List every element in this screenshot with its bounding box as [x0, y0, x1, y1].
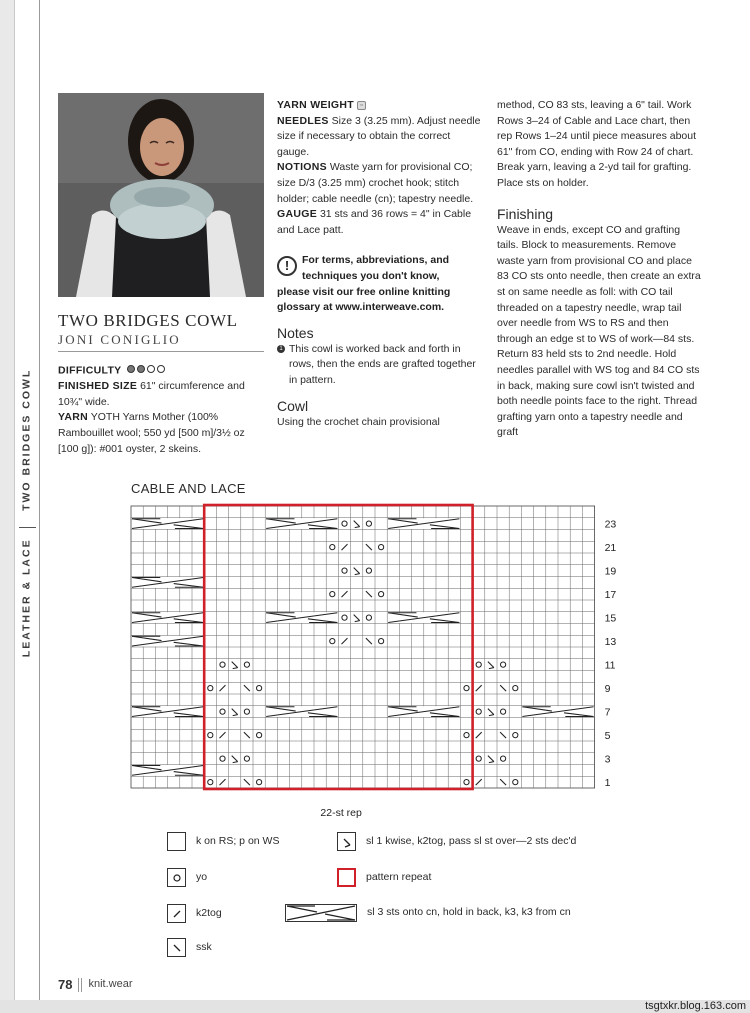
chart-row-label: 9	[604, 683, 611, 696]
yo-symbol	[220, 709, 225, 714]
yo-symbol	[330, 545, 335, 550]
specs-column-3	[497, 98, 703, 441]
yo-symbol	[513, 686, 518, 691]
yo-symbol	[379, 639, 384, 644]
yo-symbol	[220, 756, 225, 761]
yo-symbol	[342, 568, 347, 573]
needles-label: NEEDLES	[277, 114, 329, 127]
gauge-text: 31 sts and 36 rows = 4" in Cable and Lace patt.	[277, 208, 472, 236]
yo-symbol	[244, 662, 249, 667]
pattern-title: TWO BRIDGES COWL	[58, 311, 238, 330]
page-number: 78	[58, 977, 73, 992]
yo-symbol	[330, 639, 335, 644]
legend-pattern-repeat-text: pattern repeat	[366, 870, 432, 883]
notions-line	[277, 160, 483, 207]
side-tab-divider	[19, 527, 36, 528]
side-rule	[39, 0, 40, 1000]
yo-symbol	[208, 780, 213, 785]
difficulty-dot-empty	[147, 365, 155, 373]
legend-sl1-k2tog-psso-text: sl 1 kwise, k2tog, pass sl st over—2 sts dec'd	[366, 834, 577, 847]
yo-symbol	[464, 733, 469, 738]
difficulty-rating-icon	[127, 363, 167, 379]
notes-heading: Notes	[277, 324, 314, 341]
chart-row-label: 17	[604, 589, 617, 602]
yo-circle-icon	[167, 868, 186, 887]
yo-symbol	[476, 709, 481, 714]
cable-3-3-icon	[285, 904, 357, 922]
finishing-text: Weave in ends, except CO and grafting tails. Block to measurements. Remove waste yarn from provisional CO and place 83 CO sts onto needle, then create an extra st on same needle as foll: with CO tail threaded on a tapestry needle, wrap tail over needle from WS to RS and then through an edge st to WS of work—84 sts. Return 83 held sts to 2nd needle. Hold needles parallel with WS tog and 84 CO sts in back, making sure cowl isn't twisted and both needle points face to the right. Thread grafting yarn onto a tapestry needle and graft	[497, 223, 701, 439]
legend-sl1-k2tog-psso	[337, 832, 576, 851]
finished-size-label: FINISHED SIZE	[58, 380, 138, 393]
page-footer	[58, 977, 133, 993]
chart-row-label: 1	[604, 777, 611, 790]
chart-row-label: 21	[604, 542, 617, 555]
left-side-bar	[0, 0, 40, 1000]
needles-line	[277, 114, 483, 161]
chart-row-label: 23	[604, 518, 617, 531]
yo-symbol	[379, 592, 384, 597]
cowl-heading: Cowl	[277, 397, 309, 414]
finishing-heading: Finishing	[497, 205, 554, 222]
legend-ssk-text: ssk	[196, 940, 212, 953]
side-tab-pattern-name	[16, 360, 38, 520]
yarn-weight-label: YARN WEIGHT	[277, 99, 354, 111]
chart-row-label: 19	[604, 565, 617, 578]
yo-symbol	[257, 686, 262, 691]
title-divider	[58, 351, 264, 352]
yo-symbol	[366, 521, 371, 526]
yo-symbol	[257, 733, 262, 738]
yo-symbol	[501, 709, 506, 714]
difficulty-dot-empty	[157, 365, 165, 373]
yo-symbol	[379, 545, 384, 550]
sl1-k2tog-psso-icon	[337, 832, 356, 851]
yo-symbol	[501, 662, 506, 667]
yo-symbol	[342, 521, 347, 526]
finished-size-text: 61" circumference and 10¾" wide.	[58, 380, 245, 408]
difficulty-dot-filled	[127, 365, 135, 373]
yo-symbol	[342, 615, 347, 620]
side-tab-bottom-text: LEATHER & LACE	[20, 538, 33, 657]
legend-knit	[167, 832, 279, 851]
legend-cable-text: sl 3 sts onto cn, hold in back, k3, k3 from cn	[367, 906, 571, 919]
legend-k2tog-text: k2tog	[196, 906, 222, 919]
gauge-line	[277, 207, 483, 238]
yo-symbol	[464, 686, 469, 691]
ssk-backslash-icon	[167, 938, 186, 957]
yo-symbol	[257, 780, 262, 785]
yo-symbol	[244, 756, 249, 761]
cowl-text-continued: method, CO 83 sts, leaving a 6" tail. Work Rows 3–24 of Cable and Lace chart, then rep Rows 1–24 until piece measures about 61" from CO, ending with Row 24 of chart. Break yarn, leaving a 2-yd tail for grafting. Place sts on holder.	[497, 99, 697, 189]
legend-cable	[285, 904, 571, 922]
tip-text-1: For terms, abbreviations, and techniques you don't know,	[302, 254, 450, 282]
designer-name: JONI CONIGLIO	[58, 332, 181, 347]
needles-text: Size 3 (3.25 mm). Adjust needle size if necessary to obtain the correct gauge.	[277, 114, 481, 158]
gauge-label: GAUGE	[277, 208, 318, 221]
glossary-tip	[277, 253, 483, 315]
cable-and-lace-chart	[125, 498, 645, 828]
exclamation-icon: !	[277, 256, 297, 276]
yo-symbol	[513, 780, 518, 785]
yo-symbol	[330, 592, 335, 597]
chart-row-label: 3	[604, 753, 611, 766]
watermark-bar	[0, 1000, 750, 1013]
publication-name: knit.wear	[88, 978, 133, 990]
note-bullet-icon: 1	[277, 345, 285, 353]
side-tab-section-name	[16, 535, 38, 660]
yarn-weight-icon: ▫	[357, 101, 366, 110]
yarn-text: YOTH Yarns Mother (100% Rambouillet wool; 550 yd [500 m]/3½ oz [100 g]): #001 oyster, 2 skeins.	[58, 411, 245, 455]
yo-symbol	[244, 709, 249, 714]
chart-key	[165, 832, 635, 962]
yo-symbol	[208, 733, 213, 738]
legend-k2tog	[167, 904, 222, 923]
footer-divider	[78, 978, 82, 992]
tip-text-2[interactable]: please visit our free online knitting glossary at www.interweave.com.	[277, 285, 451, 314]
model-illustration	[58, 93, 264, 297]
chart-title: CABLE AND LACE	[131, 481, 246, 496]
yo-symbol	[501, 756, 506, 761]
finished-size-line	[58, 379, 264, 410]
specs-column-1	[58, 363, 264, 457]
notes-item-1	[277, 342, 483, 389]
side-tab-top-text: TWO BRIDGES COWL	[20, 368, 33, 512]
yarn-weight-line	[277, 98, 483, 114]
legend-yo	[167, 868, 207, 887]
yo-symbol	[220, 662, 225, 667]
legend-knit-text: k on RS; p on WS	[196, 834, 280, 847]
chart-row-label: 15	[604, 612, 617, 625]
chart-row-label: 5	[604, 730, 611, 743]
model-photo	[58, 93, 264, 297]
yarn-label: YARN	[58, 411, 88, 424]
yarn-line	[58, 410, 264, 457]
chart-row-label: 13	[604, 636, 617, 649]
chart-row-label: 11	[604, 659, 616, 672]
difficulty-label: DIFFICULTY	[58, 364, 122, 377]
yo-symbol	[513, 733, 518, 738]
side-band	[0, 0, 15, 1000]
yo-symbol	[208, 686, 213, 691]
yo-symbol	[476, 756, 481, 761]
cowl-text-start: Using the crochet chain provisional	[277, 415, 440, 428]
yo-symbol	[366, 615, 371, 620]
note-text: This cowl is worked back and forth in rows, then the ends are grafted together in pattern.	[289, 342, 476, 386]
notions-label: NOTIONS	[277, 161, 327, 174]
watermark-text: tsgtxkr.blog.163.com	[645, 1000, 746, 1012]
pattern-repeat-box-icon	[337, 868, 356, 887]
legend-pattern-repeat	[337, 868, 431, 887]
difficulty-line	[58, 363, 264, 379]
legend-yo-text: yo	[196, 870, 208, 883]
knit-box-icon	[167, 832, 186, 851]
specs-column-2	[277, 98, 483, 430]
legend-ssk	[167, 938, 212, 957]
difficulty-dot-filled	[137, 365, 145, 373]
yo-symbol	[366, 568, 371, 573]
repeat-label: 22-st rep	[320, 807, 362, 819]
k2tog-slash-icon	[167, 904, 186, 923]
yo-symbol	[476, 662, 481, 667]
chart-row-label: 7	[604, 706, 611, 719]
notions-text: Waste yarn for provisional CO; size D/3 (3.25 mm) crochet hook; stitch holder; cable needle (cn); tapestry needle.	[277, 161, 474, 205]
yo-symbol	[464, 780, 469, 785]
